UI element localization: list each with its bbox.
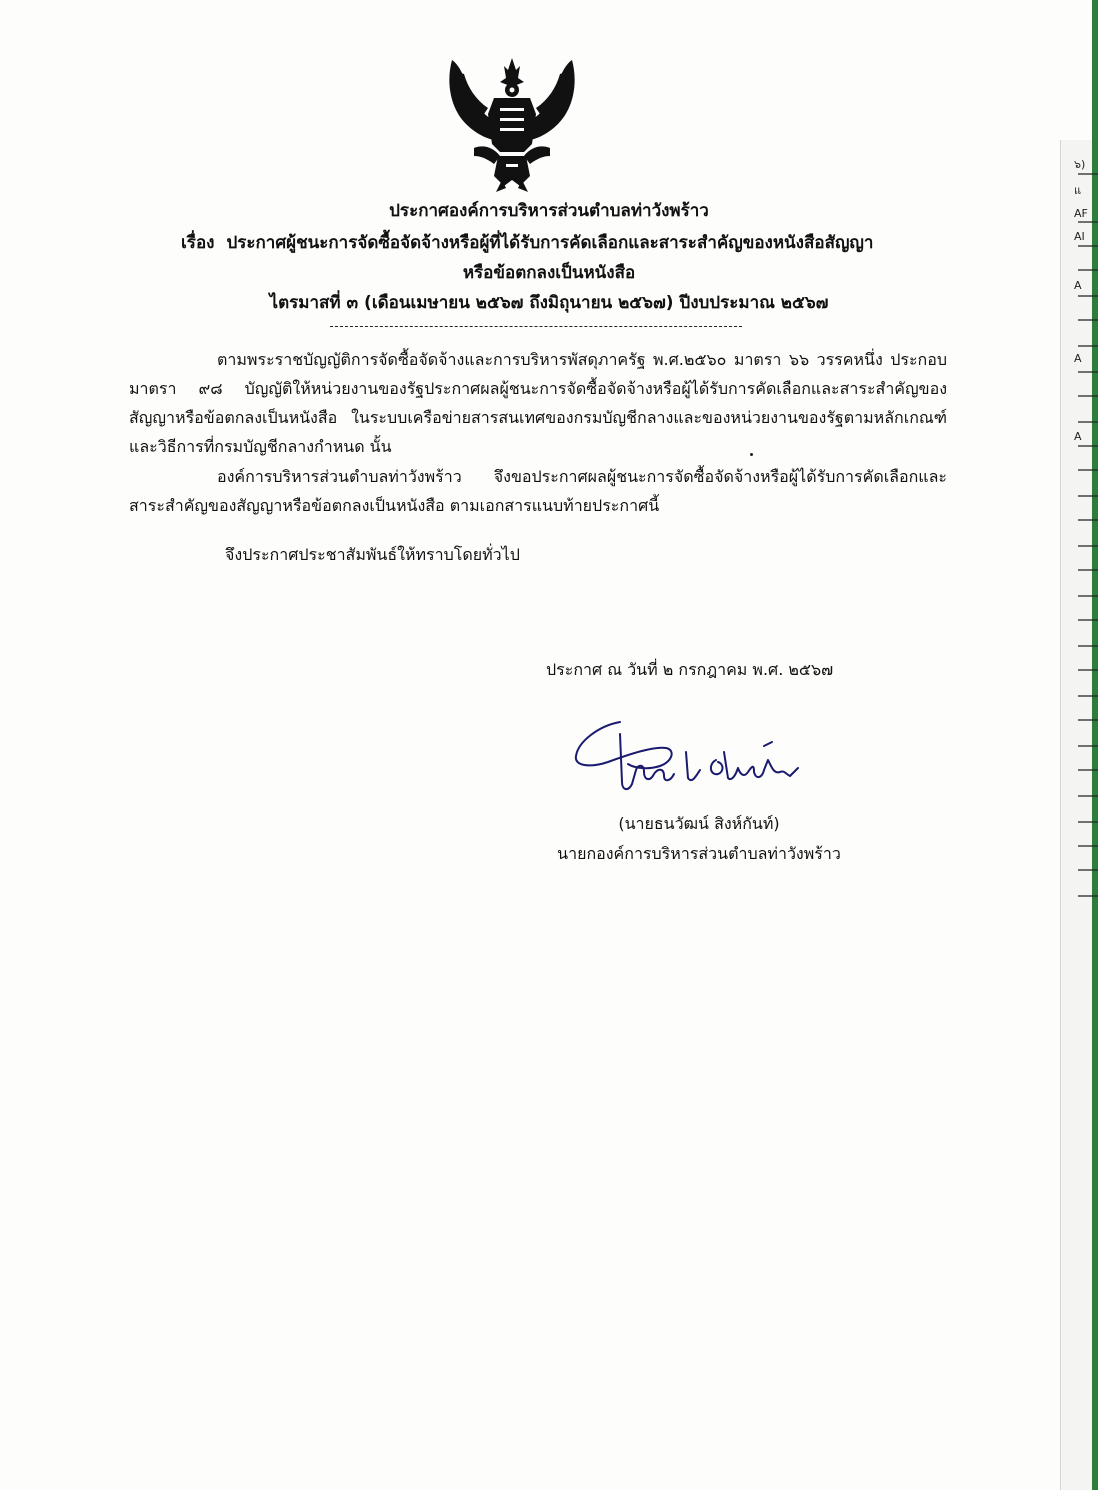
period-line: ไตรมาสที่ ๓ (เดือนเมษายน ๒๕๖๗ ถึงมิถุนายน ๒๕๖๗) ปีงบประมาณ ๒๕๖๗ bbox=[269, 293, 829, 313]
announcement-title: ประกาศองค์การบริหารส่วนตำบลท่าวังพร้าว bbox=[389, 201, 709, 221]
edge-fragment: AF bbox=[1074, 207, 1088, 220]
subject-continuation: หรือข้อตกลงเป็นหนังสือ bbox=[462, 263, 636, 283]
body-paragraph-3: จึงประกาศประชาสัมพันธ์ให้ทราบโดยทั่วไป bbox=[225, 545, 520, 564]
edge-fragment: A bbox=[1074, 430, 1082, 443]
edge-table-lines bbox=[1072, 150, 1098, 910]
handwritten-signature-icon bbox=[568, 712, 828, 804]
edge-fragment: A bbox=[1074, 279, 1082, 292]
body-paragraph-1: ตามพระราชบัญญัติการจัดซื้อจัดจ้างและการบริหารพัสดุภาครัฐ พ.ศ.๒๕๖๐ มาตรา ๖๖ วรรคหนึ่ง ประกอบมาตรา ๙๘ บัญญัติให้หน่วยงานของรัฐประกาศผลผู้ชนะการจัดซื้อจัดจ้างหรือผู้ได้รับการคัดเลือกและสาระสำคัญของสัญญาหรือข้อตกลงเป็นหนังสือ ในระบบเครือข่ายสารสนเทศของกรมบัญชีกลางและของหน่วยงานของรัฐตามหลักเกณฑ์และวิธีการที่กรมบัญชีกลางกำหนด นั้น bbox=[129, 350, 948, 456]
signer-position: นายกองค์การบริหารส่วนตำบลท่าวังพร้าว bbox=[557, 844, 841, 863]
edge-fragment: ๖) bbox=[1074, 158, 1086, 171]
body-paragraph-2: องค์การบริหารส่วนตำบลท่าวังพร้าว จึงขอประกาศผลผู้ชนะการจัดซื้อจัดจ้างหรือผู้ได้รับการคัดเลือกและสาระสำคัญของสัญญาหรือข้อตกลงเป็นหนังสือ ตามเอกสารแนบท้ายประกาศนี้ bbox=[129, 467, 947, 515]
subject-text: ประกาศผู้ชนะการจัดซื้อจัดจ้างหรือผู้ที่ได้รับการคัดเลือกและสาระสำคัญของหนังสือสัญญา bbox=[226, 233, 874, 253]
title-divider bbox=[330, 326, 742, 327]
stray-mark bbox=[750, 453, 753, 456]
subject-label: เรื่อง bbox=[181, 233, 215, 253]
announcement-date: ประกาศ ณ วันที่ ๒ กรกฎาคม พ.ศ. ๒๕๖๗ bbox=[546, 660, 834, 679]
garuda-emblem-icon bbox=[444, 52, 580, 194]
edge-fragment: A bbox=[1074, 352, 1082, 365]
edge-fragment: แ bbox=[1074, 184, 1082, 197]
edge-fragment: AI bbox=[1074, 230, 1085, 243]
signer-name: (นายธนวัฒน์ สิงห์กันท์) bbox=[618, 814, 780, 833]
subject-line bbox=[181, 229, 873, 256]
